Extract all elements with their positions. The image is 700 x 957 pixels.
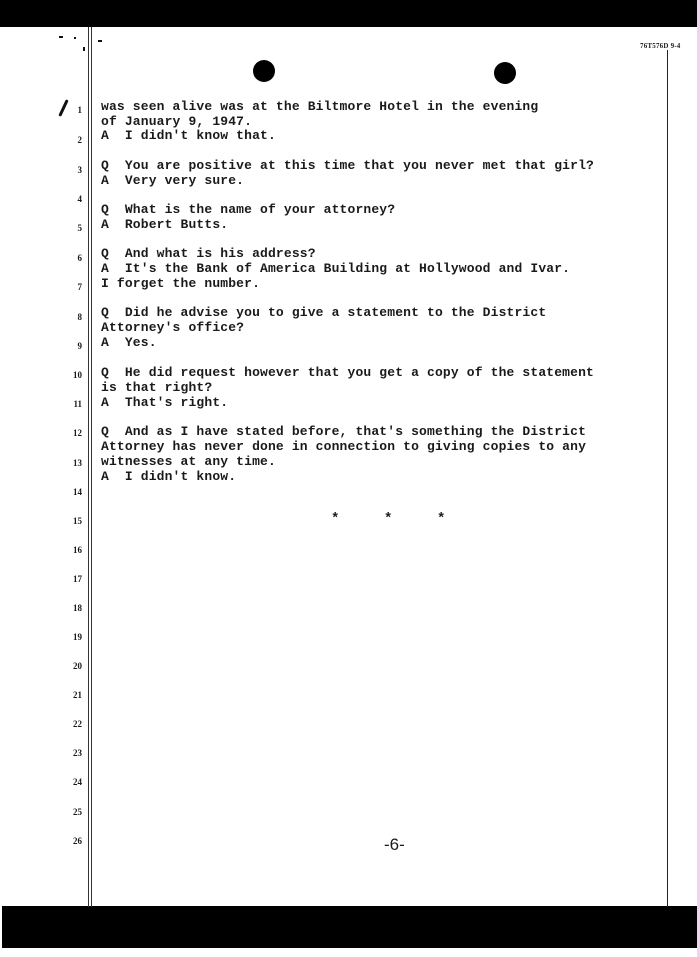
line-number: 22 — [73, 719, 82, 729]
transcript-line: Q And what is his address? — [101, 246, 316, 261]
scan-border-bottom — [2, 906, 698, 948]
transcript-line: A It's the Bank of America Building at Hollywood and Ivar. — [101, 261, 571, 276]
line-number: 13 — [73, 458, 82, 468]
transcript-line: is that right? — [101, 380, 213, 395]
punch-hole-icon — [253, 60, 275, 82]
line-number: 26 — [73, 836, 82, 846]
line-number: 15 — [73, 516, 82, 526]
transcript-line: Q And as I have stated before, that's something the District — [101, 424, 587, 439]
line-number: 9 — [77, 341, 82, 351]
line-number: 7 — [77, 282, 82, 292]
line-number: 14 — [73, 487, 82, 497]
line-number: 10 — [73, 370, 82, 380]
left-margin-rule-inner — [91, 27, 92, 907]
scan-border-top — [0, 0, 700, 27]
line-number: 17 — [73, 574, 82, 584]
line-number: 16 — [73, 545, 82, 555]
transcript-line: witnesses at any time. — [101, 454, 276, 469]
transcript-line: of January 9, 1947. — [101, 114, 253, 129]
transcript-line: Q You are positive at this time that you never met that girl? — [101, 158, 594, 173]
line-number: 11 — [73, 399, 82, 409]
line-number: 18 — [73, 603, 82, 613]
page-number: -6- — [384, 835, 405, 854]
transcript-line: was seen alive was at the Biltmore Hotel in the evening — [101, 99, 539, 114]
right-margin-rule — [667, 50, 668, 907]
transcript-line: A I didn't know. — [101, 469, 237, 484]
line-number: 21 — [73, 690, 82, 700]
line-number: 19 — [73, 632, 82, 642]
line-number: 2 — [77, 135, 82, 145]
transcript-line: A Very very sure. — [101, 173, 245, 188]
line-number: 6 — [77, 253, 82, 263]
left-margin-rule — [88, 27, 89, 907]
scan-speck — [59, 36, 63, 38]
punch-hole-icon — [494, 62, 516, 84]
transcript-line: Q Did he advise you to give a statement to the District — [101, 305, 547, 320]
transcript-line: A That's right. — [101, 395, 229, 410]
line-number: 12 — [73, 428, 82, 438]
transcript-line: Q He did request however that you get a copy of the statement — [101, 365, 594, 380]
separator-asterisk: * — [331, 511, 340, 527]
scan-speck — [83, 47, 85, 51]
line-number: 3 — [77, 165, 82, 175]
transcript-line: A Yes. — [101, 335, 157, 350]
line-number: 25 — [73, 807, 82, 817]
line-number: 1 — [77, 105, 82, 115]
line-number: 4 — [77, 194, 82, 204]
separator-asterisk: * — [384, 511, 393, 527]
separator-asterisk: * — [437, 511, 446, 527]
transcript-line: A I didn't know that. — [101, 128, 276, 143]
transcript-line: I forget the number. — [101, 276, 261, 291]
scan-speck — [74, 37, 76, 39]
line-number: 23 — [73, 748, 82, 758]
transcript-line: Attorney's office? — [101, 320, 245, 335]
line-number: 5 — [77, 223, 82, 233]
line-number: 20 — [73, 661, 82, 671]
document-code: 76T576D 9-4 — [640, 42, 681, 50]
scan-speck — [98, 40, 102, 42]
line-number: 24 — [73, 777, 82, 787]
transcript-line: Attorney has never done in connection to giving copies to any — [101, 439, 587, 454]
transcript-line: Q What is the name of your attorney? — [101, 202, 396, 217]
line-number: 8 — [77, 312, 82, 322]
transcript-line: A Robert Butts. — [101, 217, 229, 232]
